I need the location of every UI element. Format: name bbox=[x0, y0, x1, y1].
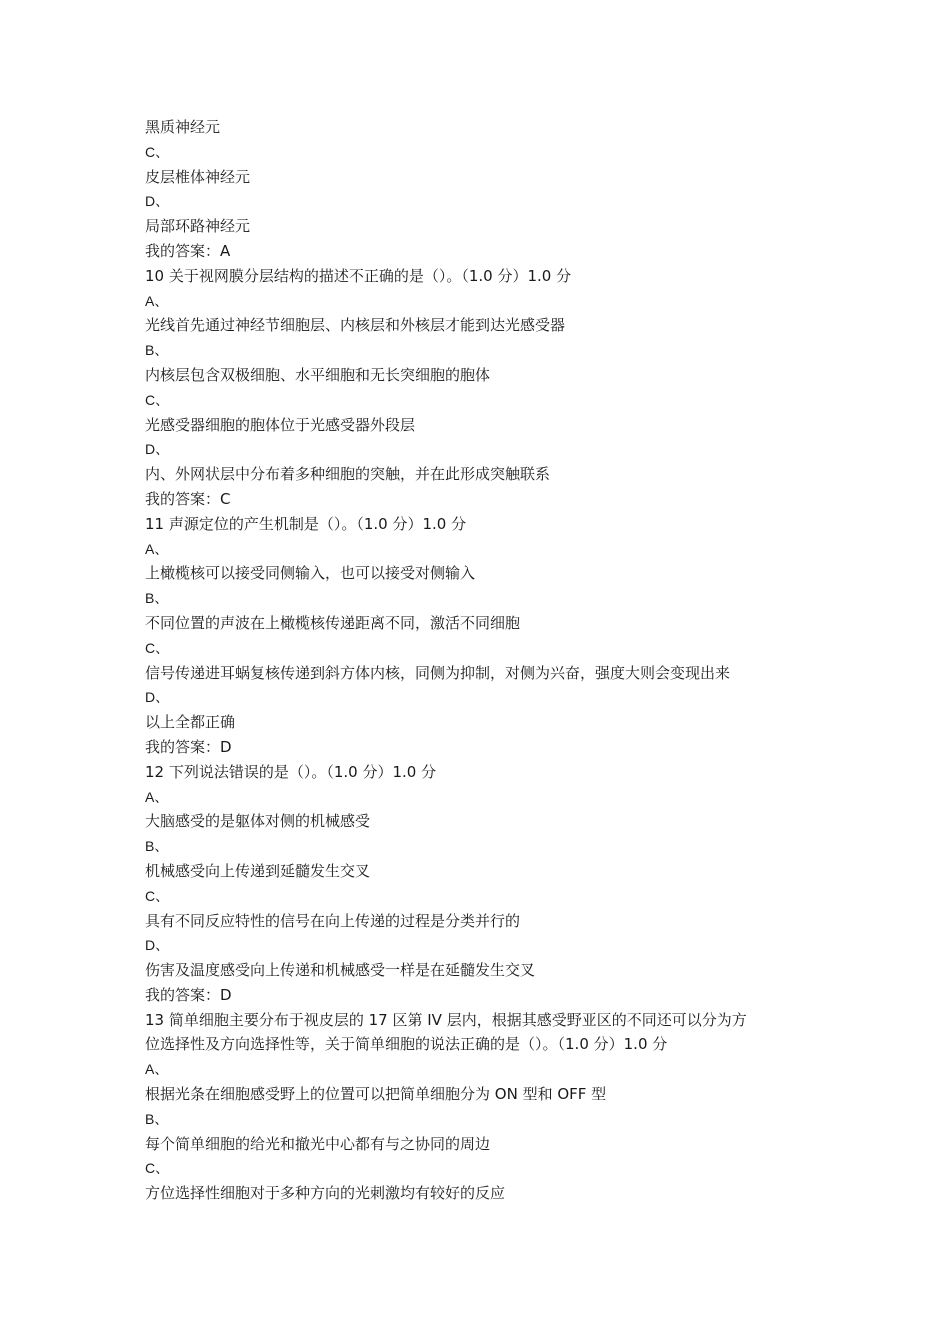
option-text: 信号传递进耳蜗复核传递到斜方体内核，同侧为抑制，对侧为兴奋，强度大则会变现出来 bbox=[145, 663, 731, 682]
option-letter: B、 bbox=[145, 590, 169, 607]
option-text: 皮层椎体神经元 bbox=[145, 167, 251, 186]
question-line-continued: 位选择性及方向选择性等，关于简单细胞的说法正确的是（）。（1.0 分）1.0 分 bbox=[145, 1035, 668, 1054]
document-page bbox=[145, 115, 825, 1206]
question-line: 10 关于视网膜分层结构的描述不正确的是（）。（1.0 分）1.0 分 bbox=[145, 266, 572, 285]
answer-line: 我的答案：C bbox=[145, 489, 231, 508]
option-text: 大脑感受的是躯体对侧的机械感受 bbox=[145, 812, 371, 831]
option-letter: A、 bbox=[145, 540, 169, 557]
option-letter: C、 bbox=[145, 143, 170, 160]
option-letter: D、 bbox=[145, 937, 170, 954]
answer-line: 我的答案：D bbox=[145, 985, 232, 1004]
option-text: 具有不同反应特性的信号在向上传递的过程是分类并行的 bbox=[145, 911, 521, 930]
option-letter: B、 bbox=[145, 342, 169, 359]
answer-line: 我的答案：A bbox=[145, 241, 231, 260]
question-line: 12 下列说法错误的是（）。（1.0 分）1.0 分 bbox=[145, 762, 437, 781]
option-text: 以上全都正确 bbox=[145, 713, 236, 732]
option-text: 根据光条在细胞感受野上的位置可以把简单细胞分为 ON 型和 OFF 型 bbox=[145, 1085, 607, 1104]
option-letter: D、 bbox=[145, 193, 170, 210]
option-letter: C、 bbox=[145, 1160, 170, 1177]
option-text: 光线首先通过神经节细胞层、内核层和外核层才能到达光感受器 bbox=[145, 316, 566, 335]
option-text: 方位选择性细胞对于多种方向的光刺激均有较好的反应 bbox=[145, 1184, 506, 1203]
option-letter: D、 bbox=[145, 689, 170, 706]
option-text: 伤害及温度感受向上传递和机械感受一样是在延髓发生交叉 bbox=[145, 961, 536, 980]
option-text: 机械感受向上传递到延髓发生交叉 bbox=[145, 861, 371, 880]
answer-line: 我的答案：D bbox=[145, 737, 232, 756]
option-letter: A、 bbox=[145, 788, 169, 805]
option-text: 每个简单细胞的给光和撤光中心都有与之协同的周边 bbox=[145, 1134, 491, 1153]
option-letter: C、 bbox=[145, 639, 170, 656]
option-text: 局部环路神经元 bbox=[145, 217, 251, 236]
option-letter: C、 bbox=[145, 391, 170, 408]
option-letter: B、 bbox=[145, 1110, 169, 1127]
option-text: 上橄榄核可以接受同侧输入，也可以接受对侧输入 bbox=[145, 564, 476, 583]
option-text: 不同位置的声波在上橄榄核传递距离不同，激活不同细胞 bbox=[145, 613, 521, 632]
option-letter: D、 bbox=[145, 441, 170, 458]
option-letter: C、 bbox=[145, 887, 170, 904]
option-letter: B、 bbox=[145, 838, 169, 855]
option-text: 内、外网状层中分布着多种细胞的突触，并在此形成突触联系 bbox=[145, 465, 551, 484]
question-line: 11 声源定位的产生机制是（）。（1.0 分）1.0 分 bbox=[145, 514, 467, 533]
option-letter: A、 bbox=[145, 292, 169, 309]
option-text: 黑质神经元 bbox=[145, 118, 221, 136]
question-line: 13 简单细胞主要分布于视皮层的 17 区第 IV 层内，根据其感受野亚区的不同还可以分为方 bbox=[145, 1010, 747, 1029]
option-text: 内核层包含双极细胞、水平细胞和无长突细胞的胞体 bbox=[145, 365, 491, 384]
option-letter: A、 bbox=[145, 1061, 169, 1078]
option-text: 光感受器细胞的胞体位于光感受器外段层 bbox=[145, 415, 416, 434]
